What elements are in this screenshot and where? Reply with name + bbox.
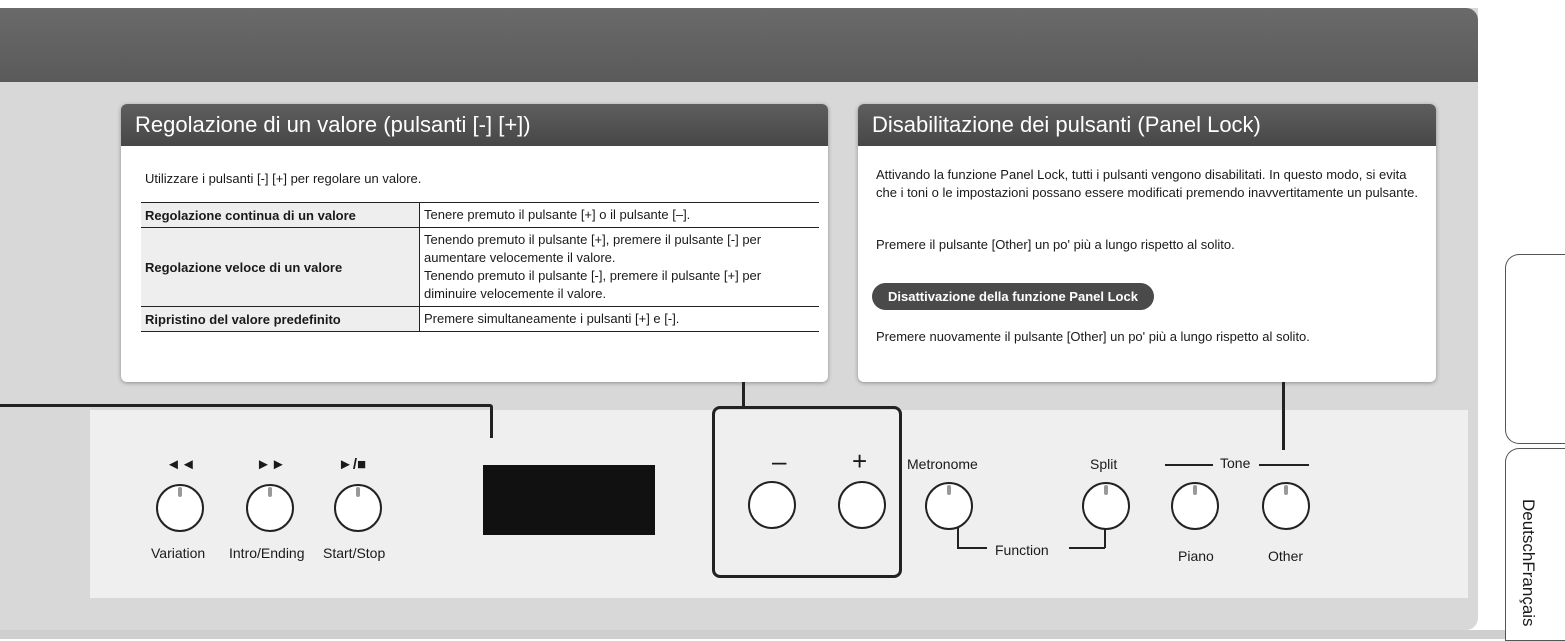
start-stop-button[interactable] [334,484,382,532]
metronome-button[interactable] [925,482,973,530]
panel-lock-callout [858,104,1436,382]
table-row [141,203,819,228]
connector-line [1282,382,1285,450]
metronome-label: Metronome [907,456,978,472]
intro-ending-label: Intro/Ending [229,545,305,561]
play-stop-icon: ►/■ [338,456,367,473]
rewind-icon: ◄◄ [166,456,196,473]
value-adjust-table [141,202,819,332]
function-label: Function [995,542,1049,558]
panel-lock-para3: Premere nuovamente il pulsante [Other] un po' più a lungo rispetto al solito. [876,329,1310,344]
bracket-line [1104,528,1106,548]
panel-lock-para1: Attivando la funzione Panel Lock, tutti i pulsanti vengono disabilitati. In questo modo, si evita che i toni o le impostazioni possano essere modificati premendo inavvertitamente un pulsante. [876,167,1418,200]
connector-line [490,404,493,438]
table-row [141,307,819,332]
table-desc-line: Tenendo premuto il pulsante [+], premere il pulsante [-] per aumentare velocemente il valore. [424,232,762,265]
value-adjust-title: Regolazione di un valore (pulsanti [-] [+]) [121,104,828,146]
start-stop-label: Start/Stop [323,545,386,561]
tone-label: Tone [1220,455,1251,471]
fast-forward-icon: ►► [256,456,286,473]
connector-line [742,382,745,407]
table-desc [420,307,820,332]
panel-lock-title: Disabilitazione dei pulsanti (Panel Lock) [858,104,1436,146]
other-label: Other [1268,548,1304,564]
table-desc-line: Tenere premuto il pulsante [+] o il pulsante [–]. [424,207,691,222]
language-tab-label: DeutschFrançais [1519,499,1538,627]
table-desc-line: Premere simultaneamente i pulsanti [+] e [-]. [424,311,680,326]
panel-lock-para2: Premere il pulsante [Other] un po' più a lungo rispetto al solito. [876,237,1235,252]
language-tab[interactable] [1505,448,1565,641]
table-term: Regolazione veloce di un valore [141,228,420,307]
value-adjust-callout [121,104,828,382]
value-adjust-intro: Utilizzare i pulsanti [-] [+] per regolare un valore. [145,171,422,186]
table-desc [420,203,820,228]
bracket-line [957,547,987,549]
other-button[interactable] [1262,482,1310,530]
connector-line [0,404,490,407]
piano-button[interactable] [1171,482,1219,530]
table-term: Ripristino del valore predefinito [141,307,420,332]
split-label: Split [1090,456,1118,472]
bottom-strip [0,630,1565,639]
header-band [0,8,1478,82]
intro-ending-button[interactable] [246,484,294,532]
panel-lock-subheading: Disattivazione della funzione Panel Lock [872,283,1154,310]
bracket-line [957,528,959,548]
variation-label: Variation [151,545,206,561]
plus-button[interactable] [838,481,886,529]
bracket-line [1165,464,1213,466]
variation-button[interactable] [156,484,204,532]
side-tab[interactable] [1505,254,1565,444]
piano-label: Piano [1178,548,1214,564]
bracket-line [1069,547,1105,549]
table-desc-line: Tenendo premuto il pulsante [-], premere il pulsante [+] per diminuire velocemente il valore. [424,268,762,301]
table-desc [420,228,820,307]
minus-icon: – [772,446,787,476]
plus-icon: + [852,446,868,476]
bracket-line [1259,464,1309,466]
display-window [483,465,655,535]
minus-button[interactable] [748,481,796,529]
table-term: Regolazione continua di un valore [141,203,420,228]
split-button[interactable] [1082,482,1130,530]
table-row [141,228,819,307]
